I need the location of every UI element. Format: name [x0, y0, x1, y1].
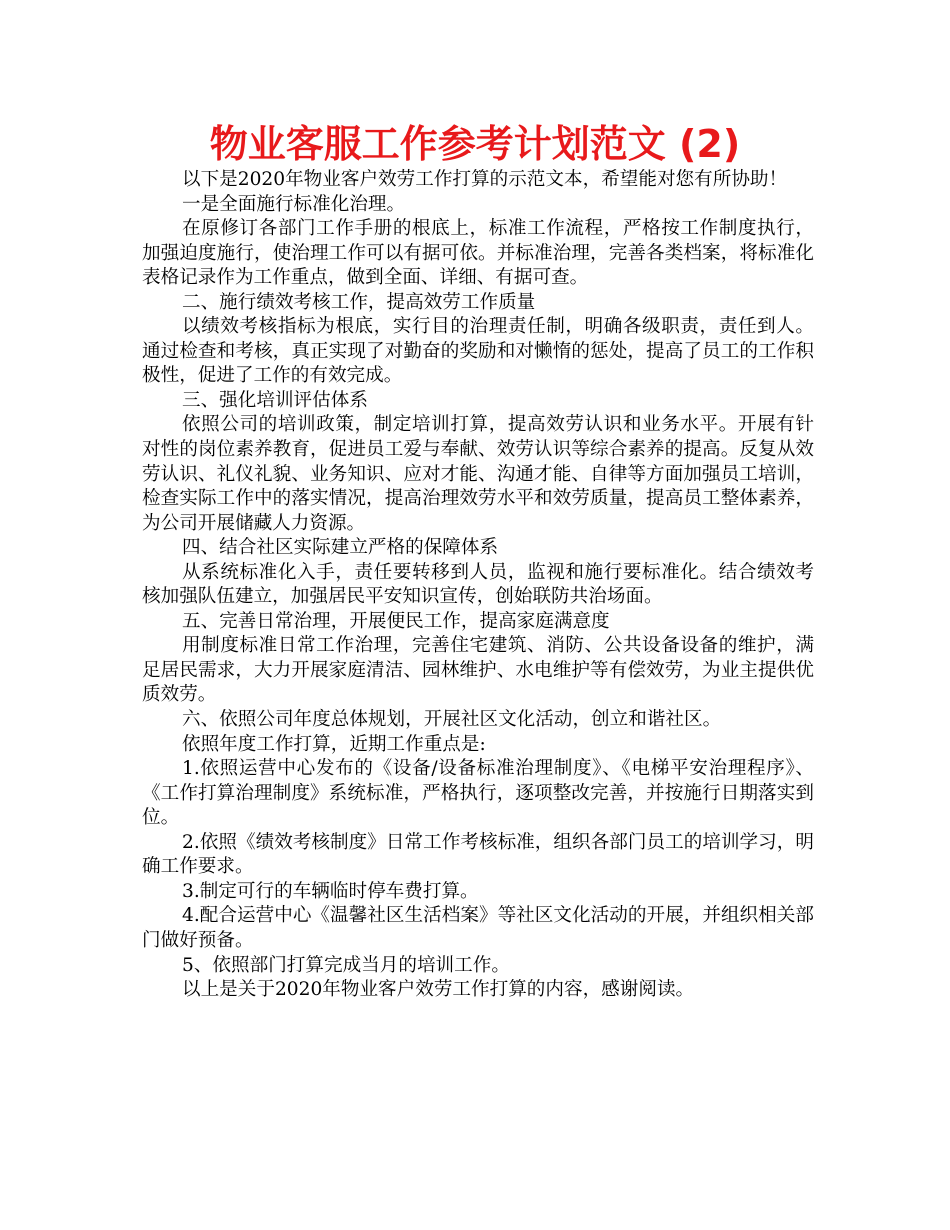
paragraph-intro: 以下是2020年物业客户效劳工作打算的示范文本，希望能对您有所协助！	[181, 169, 788, 190]
heading-performance: 二、施行绩效考核工作，提高效劳工作质量	[181, 291, 536, 313]
paragraph-training: 依照公司的培训政策，制定培训打算，提高效劳认识和业务水平。开展有针对性的岗位素养教育，促进员工爱与奉献、效劳认识等综合素养的提高。反复从效劳认识、礼仪礼貌、业务知识、应对才能、沟通才能、自律等方面加强员工培训，检查实际工作中的落实情况，提高治理效劳水平和效劳质量，提高员工整体素养，为公司开展储藏人力资源。	[142, 414, 814, 534]
paragraph-performance: 以绩效考核指标为根底，实行目的治理责任制，明确各级职责，责任到人。通过检查和考核，真正实现了对勤奋的奖励和对懒惰的惩处，提高了员工的工作积极性，促进了工作的有效完成。	[142, 316, 814, 387]
document-title: 物业客服工作参考计划范文 (2)	[209, 122, 741, 166]
list-item-3: 3.制定可行的车辆临时停车费打算。	[181, 880, 479, 902]
list-item-4: 4.配合运营中心《温馨社区生活档案》等社区文化活动的开展，并组织相关部门做好预备。	[142, 905, 814, 951]
list-item-5: 5、依照部门打算完成当月的培训工作。	[181, 954, 510, 976]
heading-daily-management: 五、完善日常治理，开展便民工作，提高家庭满意度	[181, 610, 610, 632]
heading-training: 三、强化培训评估体系	[181, 389, 368, 411]
paragraph-focus-intro: 依照年度工作打算，近期工作重点是:	[181, 733, 486, 755]
document-body	[142, 168, 814, 1003]
paragraph-security: 从系统标准化入手，责任要转移到人员，监视和施行要标准化。结合绩效考核加强队伍建立，加强居民平安知识宣传，创始联防共治场面。	[142, 561, 814, 608]
paragraph-closing: 以上是关于2020年物业客户效劳工作打算的内容，感谢阅读。	[181, 979, 695, 1001]
heading-security: 四、结合社区实际建立严格的保障体系	[181, 537, 499, 559]
list-item-1: 1.依照运营中心发布的《设备/设备标准治理制度》、《电梯平安治理程序》、《工作打算治理制度》系统标准，严格执行，逐项整改完善，并按施行日期落实到位。	[142, 758, 814, 829]
list-item-2: 2.依照《绩效考核制度》日常工作考核标准，组织各部门员工的培训学习，明确工作要求。	[142, 831, 814, 878]
paragraph-daily-management: 用制度标准日常工作治理，完善住宅建筑、消防、公共设备设备的维护，满足居民需求，大力开展家庭清洁、园林维护、水电维护等有偿效劳，为业主提供优质效劳。	[142, 635, 814, 706]
heading-community: 六、依照公司年度总体规划，开展社区文化活动，创立和谐社区。	[181, 709, 722, 731]
heading-standardization: 一是全面施行标准化治理。	[181, 193, 406, 215]
paragraph-standardization: 在原修订各部门工作手册的根底上，标准工作流程，严格按工作制度执行，加强迫度施行，使治理工作可以有据可依。并标准治理，完善各类档案，将标准化表格记录作为工作重点，做到全面、详细、有据可查。	[142, 218, 814, 289]
